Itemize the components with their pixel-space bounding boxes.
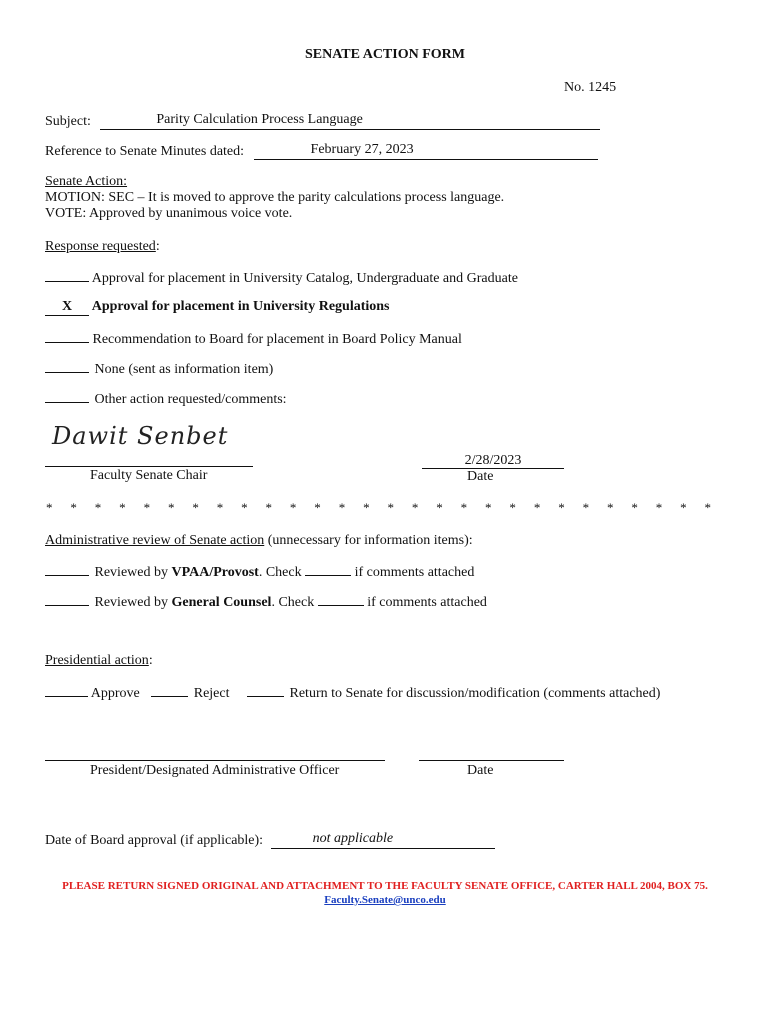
- vpaa-comments-blank[interactable]: [305, 563, 351, 576]
- admin-review-label: Administrative review of Senate action: [45, 533, 265, 548]
- option-other[interactable]: [45, 390, 287, 408]
- approve-blank[interactable]: [45, 684, 88, 697]
- presidential-heading: Presidential action:: [45, 653, 153, 668]
- return-label: Return to Senate for discussion/modification (comments attached): [289, 686, 661, 701]
- subject-field[interactable]: [100, 113, 600, 130]
- option-regulations-mark[interactable]: X: [45, 299, 89, 316]
- chair-date-label: Date: [467, 469, 494, 484]
- vote-text: VOTE: Approved by unanimous voice vote.: [45, 206, 293, 221]
- chair-signature: Dawit Senbet: [52, 422, 229, 450]
- star-divider: * * * * * * * * * * * * * * * * * * * * * * * * * * * *: [46, 500, 712, 515]
- presidential-options-row: [45, 684, 660, 702]
- admin-review-heading: [45, 533, 473, 549]
- faculty-senate-email-link[interactable]: Faculty.Senate@unco.edu: [324, 894, 446, 906]
- return-notice: PLEASE RETURN SIGNED ORIGINAL AND ATTACHMENT TO THE FACULTY SENATE OFFICE, CARTER HALL 2004, BOX 75.: [62, 880, 708, 892]
- option-none-text: None (sent as information item): [94, 362, 274, 377]
- presidential-label: Presidential action: [45, 653, 149, 668]
- option-regulations-text: Approval for placement in University Regulations: [91, 299, 390, 314]
- subject-label: Subject:: [45, 114, 91, 129]
- motion-text: MOTION: SEC – It is moved to approve the parity calculations process language.: [45, 190, 505, 205]
- reference-row: [45, 143, 598, 160]
- option-none[interactable]: [45, 360, 273, 378]
- chair-label: Faculty Senate Chair: [90, 468, 208, 483]
- subject-value: Parity Calculation Process Language: [156, 112, 363, 127]
- option-other-mark[interactable]: [45, 390, 89, 403]
- option-catalog-mark[interactable]: [45, 269, 89, 282]
- response-label: Response requested: [45, 239, 156, 254]
- admin-review-note: (unnecessary for information items):: [264, 533, 473, 548]
- counsel-review-row: Reviewed by General Counsel. Check if comments attached: [45, 593, 487, 611]
- counsel-review-blank[interactable]: [45, 593, 89, 606]
- president-label: President/Designated Administrative Officer: [90, 763, 340, 778]
- option-board-policy[interactable]: [45, 330, 462, 348]
- option-board-policy-mark[interactable]: [45, 330, 89, 343]
- board-approval-row: [45, 832, 495, 849]
- option-board-policy-text: Recommendation to Board for placement in Board Policy Manual: [92, 332, 462, 347]
- board-approval-label: Date of Board approval (if applicable):: [45, 833, 264, 848]
- option-regulations[interactable]: [45, 299, 390, 316]
- option-catalog[interactable]: [45, 269, 518, 287]
- form-number: No. 1245: [564, 80, 617, 95]
- board-approval-value: not applicable: [312, 831, 394, 846]
- approve-label: Approve: [90, 686, 140, 701]
- option-none-mark[interactable]: [45, 360, 89, 373]
- president-signature-line[interactable]: [45, 760, 385, 761]
- option-other-text: Other action requested/comments:: [94, 392, 287, 407]
- form-title: SENATE ACTION FORM: [305, 47, 465, 62]
- chair-signature-line[interactable]: [45, 466, 253, 467]
- reject-label: Reject: [193, 686, 230, 701]
- response-requested-heading: Response requested:: [45, 239, 160, 254]
- subject-row: [45, 113, 600, 130]
- chair-date-value: 2/28/2023: [464, 453, 522, 468]
- president-date-label: Date: [467, 763, 494, 778]
- board-approval-field[interactable]: [271, 832, 495, 849]
- vpaa-label: VPAA/Provost: [171, 565, 259, 580]
- reject-blank[interactable]: [151, 684, 188, 697]
- option-catalog-text: Approval for placement in University Catalog, Undergraduate and Graduate: [91, 271, 518, 286]
- senate-action-label: Senate Action:: [45, 174, 128, 189]
- reference-value: February 27, 2023: [310, 142, 414, 157]
- reference-field[interactable]: [254, 143, 598, 160]
- return-blank[interactable]: [247, 684, 284, 697]
- reference-label: Reference to Senate Minutes dated:: [45, 144, 245, 159]
- vpaa-review-blank[interactable]: [45, 563, 89, 576]
- president-date-line[interactable]: [419, 760, 564, 761]
- vpaa-review-row: Reviewed by VPAA/Provost. Check if comments attached: [45, 563, 474, 581]
- chair-date-field[interactable]: [422, 453, 564, 469]
- counsel-label: General Counsel: [171, 595, 272, 610]
- counsel-comments-blank[interactable]: [318, 593, 364, 606]
